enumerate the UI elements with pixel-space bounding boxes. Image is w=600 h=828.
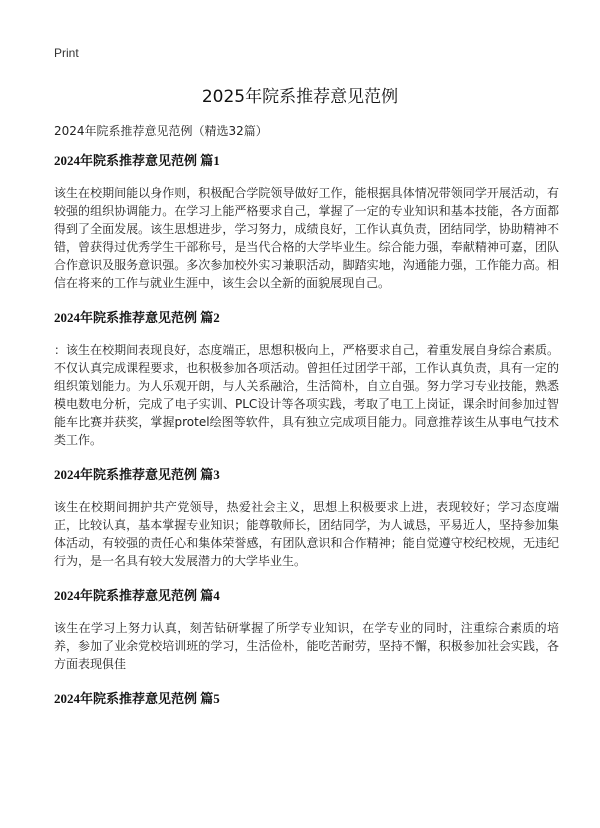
- section-heading: 2024年院系推荐意见范例 篇2: [54, 310, 220, 325]
- page-title: 2025年院系推荐意见范例: [201, 87, 399, 107]
- section-heading: 2024年院系推荐意见范例 篇3: [54, 467, 220, 482]
- section-4: [54, 585, 559, 673]
- print-link[interactable]: Print: [54, 46, 79, 60]
- section-1: [54, 150, 559, 292]
- section-paragraph: 该生在校期间拥护共产党领导，热爱社会主义，思想上积极要求上进，表现较好；学习态度端正，比较认真，基本掌握专业知识；能尊敬师长，团结同学，为人诚恳，平易近人，坚持参加集体活动，有较强的责任心和集体荣誉感，有团队意识和合作精神；能自觉遵守校纪校规，无违纪行为，是一名具有较大发展潜力的大学毕业生。: [54, 500, 559, 568]
- page-subtitle: 2024年院系推荐意见范例（精选32篇）: [54, 124, 268, 138]
- section-3: [54, 464, 559, 570]
- section-2: [54, 307, 559, 449]
- section-paragraph: 该生在校期间能以身作则，积极配合学院领导做好工作，能根据具体情况带领同学开展活动，有较强的组织协调能力。在学习上能严格要求自己，掌握了一定的专业知识和基本技能，各方面都得到了全面发展。该生思想进步，学习努力，成绩良好，工作认真负责，团结同学，协助精神不错，曾获得过优秀学生干部称号，是当代合格的大学毕业生。综合能力强，奉献精神可嘉，团队合作意识及服务意识强。多次参加校外实习兼职活动，脚踏实地，沟通能力强，工作能力高。相信在将来的工作与就业生涯中，该生会以全新的面貌展现自己。: [54, 186, 559, 290]
- section-5: [54, 688, 559, 707]
- section-heading: 2024年院系推荐意见范例 篇1: [54, 153, 220, 168]
- section-heading: 2024年院系推荐意见范例 篇4: [54, 588, 220, 603]
- article-body: [54, 150, 559, 722]
- section-heading: 2024年院系推荐意见范例 篇5: [54, 691, 220, 706]
- section-paragraph: 该生在学习上努力认真，刻苦钻研掌握了所学专业知识，在学专业的同时，注重综合素质的培养，参加了业余党校培训班的学习，生活俭朴，能吃苦耐劳，坚持不懈，积极参加社会实践，各方面表现俱佳: [54, 621, 559, 671]
- section-paragraph: ：该生在校期间表现良好，态度端正，思想积极向上，严格要求自己，着重发展自身综合素质。不仅认真完成课程要求，也积极参加各项活动。曾担任过团学干部，工作认真负责，具有一定的组织策划能力。为人乐观开朗，与人关系融洽，生活简朴，自立自强。努力学习专业技能，熟悉模电数电分析，完成了电子实训、PLC设计等各项实践，考取了电工上岗证，课余时间参加过智能车比赛并获奖，掌握protel绘图等软件，具有独立完成项目能力。同意推荐该生从事电气技术类工作。: [54, 343, 559, 447]
